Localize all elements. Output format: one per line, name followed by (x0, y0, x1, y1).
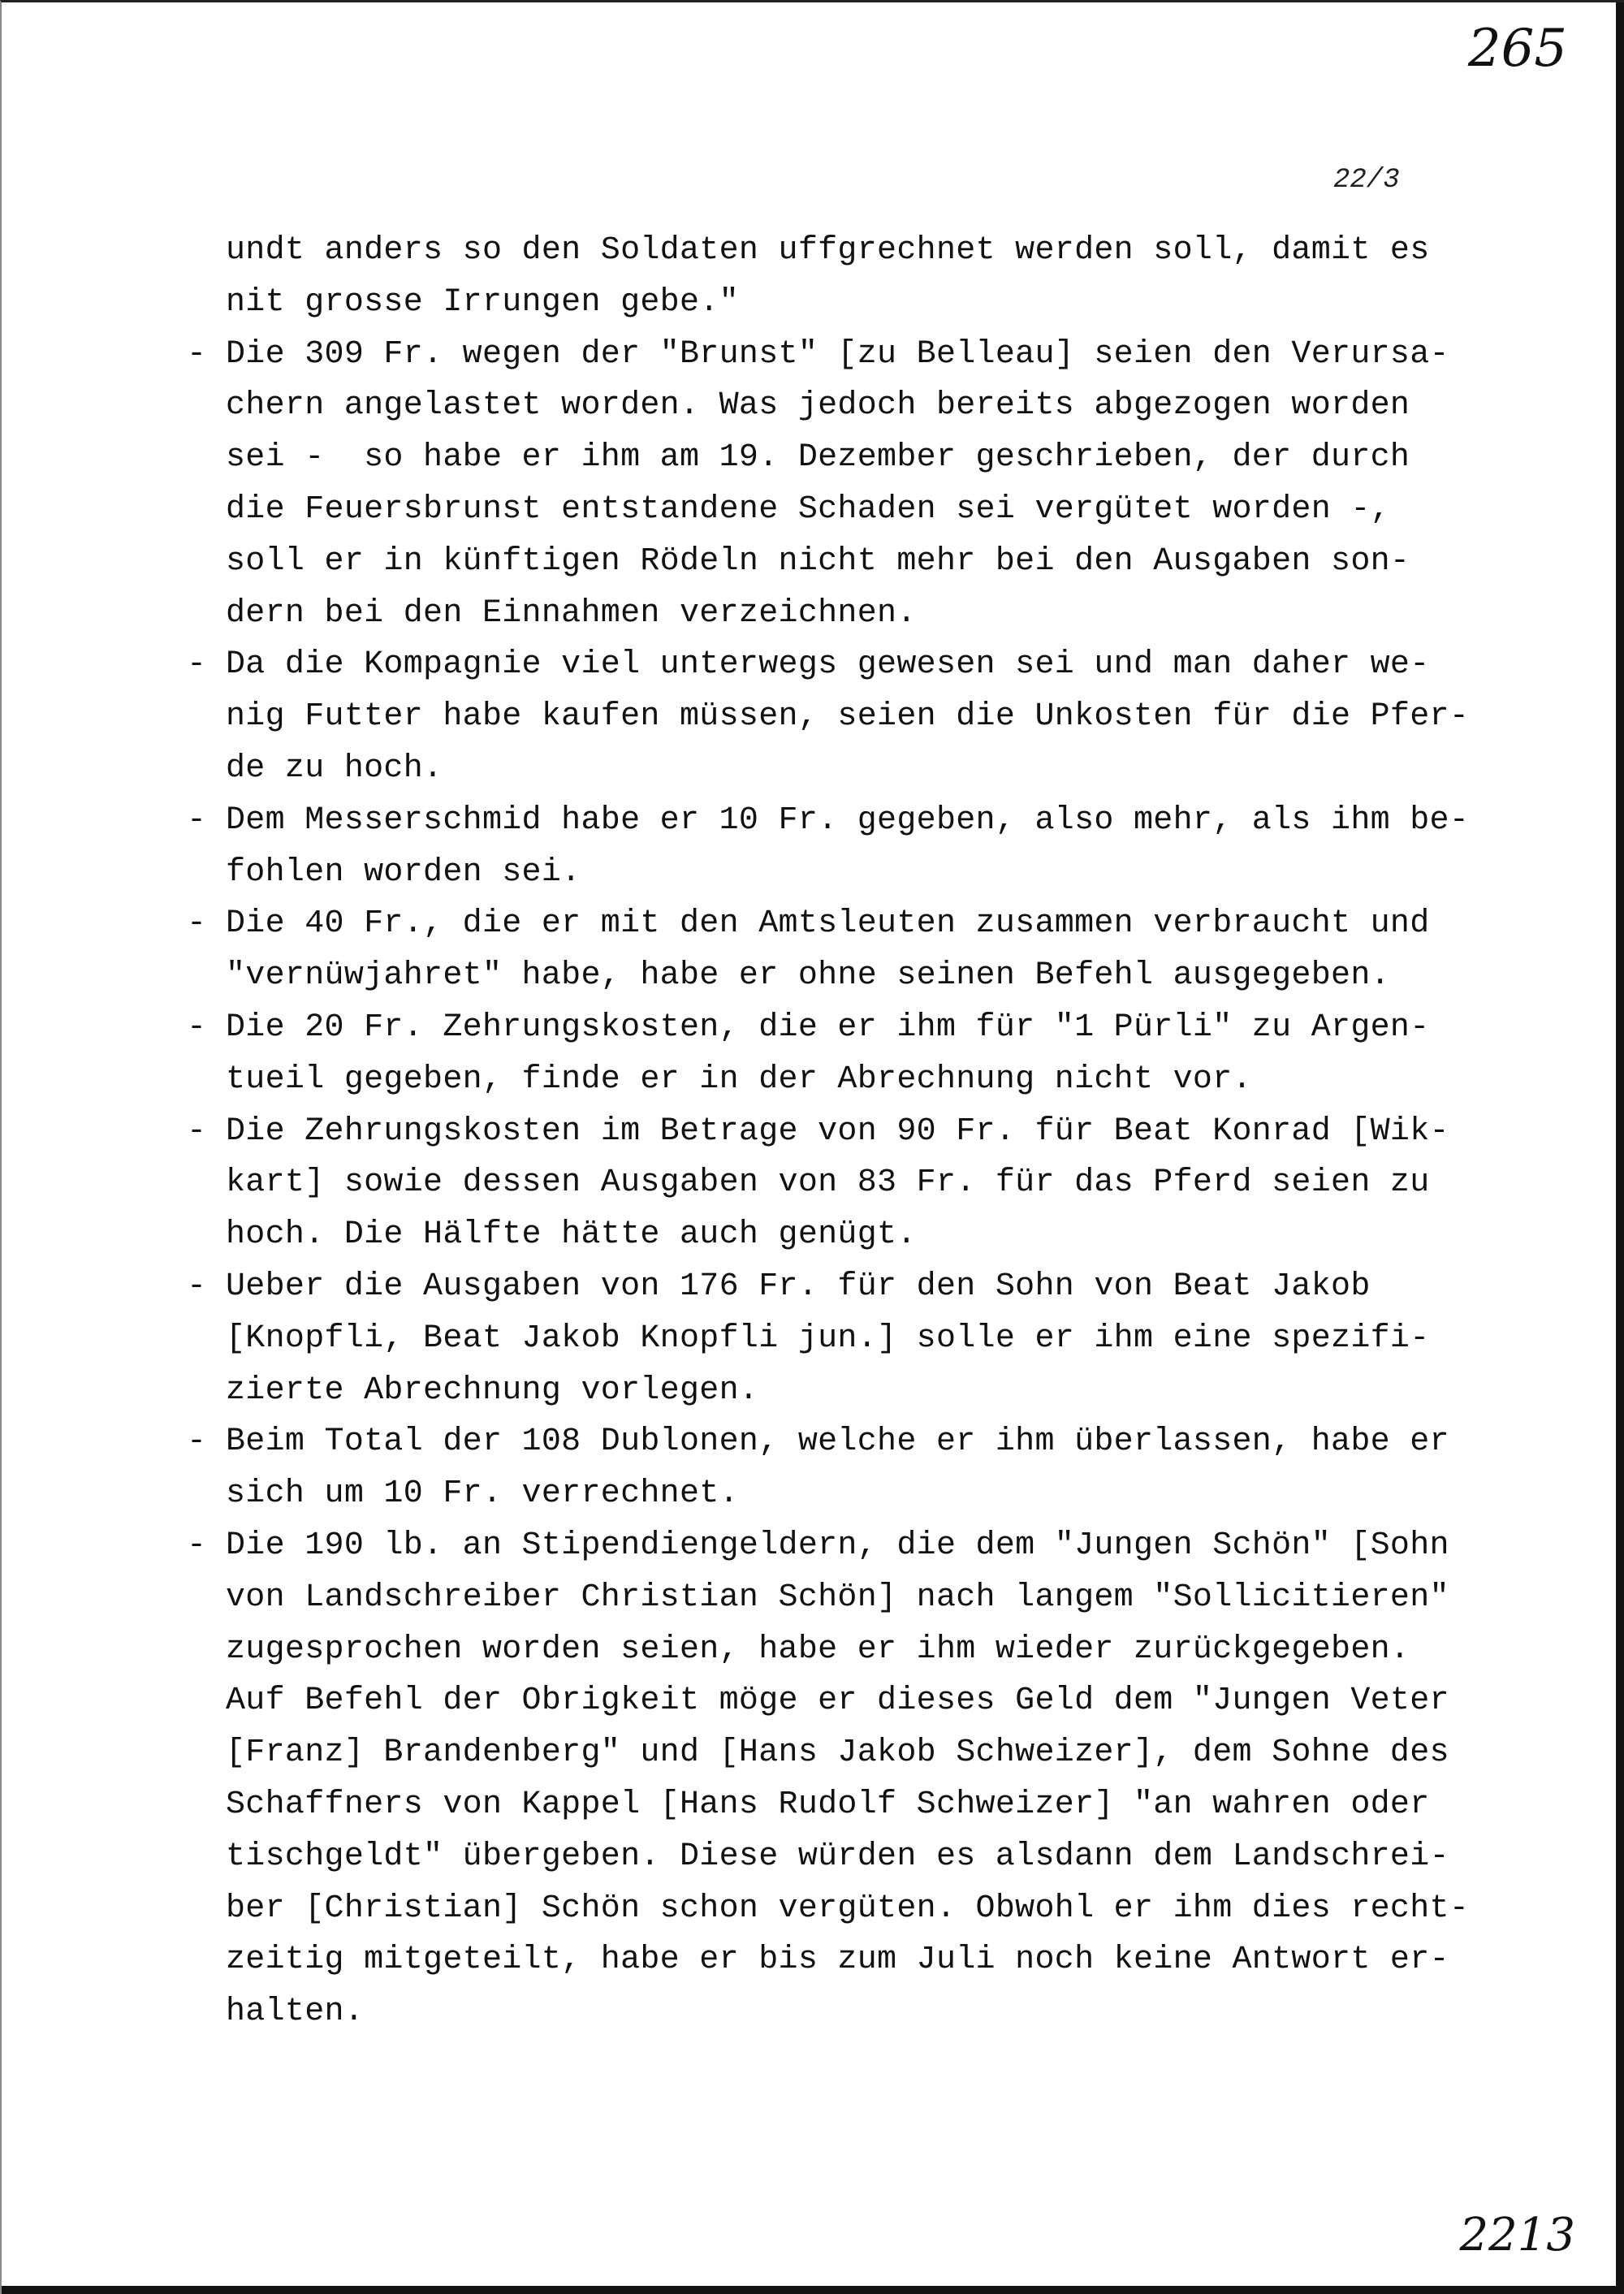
list-bullet-dash: - (187, 335, 207, 373)
text-line: chern angelastet worden. Was jedoch bereits abgezogen worden (226, 387, 1410, 425)
handwritten-archive-number: 2213 (1459, 2209, 1575, 2262)
text-line: Schaffners von Kappel [Hans Rudolf Schweizer] "an wahren oder (226, 1786, 1430, 1823)
text-line: sei - so habe er ihm am 19. Dezember geschrieben, der durch (226, 439, 1410, 477)
text-line: Die 40 Fr., die er mit den Amtsleuten zusammen verbraucht und (226, 905, 1430, 943)
text-line: fohlen worden sei. (226, 853, 581, 891)
text-line: Auf Befehl der Obrigkeit möge er dieses Geld dem "Jungen Veter (226, 1683, 1449, 1720)
text-line: [Franz] Brandenberg" und [Hans Jakob Schweizer], dem Sohne des (226, 1735, 1449, 1772)
text-line: zeitig mitgeteilt, habe er bis zum Juli noch keine Antwort er- (226, 1942, 1449, 1979)
text-line: Beim Total der 108 Dublonen, welche er ihm überlassen, habe er (226, 1423, 1449, 1461)
text-line: [Knopfli, Beat Jakob Knopfli jun.] solle er ihm eine spezifi- (226, 1320, 1430, 1357)
list-bullet-dash: - (187, 1112, 207, 1150)
list-bullet-dash: - (187, 1009, 207, 1046)
list-bullet-dash: - (187, 905, 207, 943)
text-line: dern bei den Einnahmen verzeichnen. (226, 594, 917, 632)
text-line: soll er in künftigen Rödeln nicht mehr bei den Ausgaben son- (226, 542, 1410, 580)
text-line: zierte Abrechnung vorlegen. (226, 1372, 759, 1409)
text-line: halten. (226, 1994, 365, 2031)
list-bullet-dash: - (187, 1527, 207, 1564)
text-line: von Landschreiber Christian Schön] nach langem "Sollicitieren" (226, 1579, 1449, 1616)
handwritten-folio-number: 265 (1467, 19, 1567, 79)
text-line: Ueber die Ausgaben von 176 Fr. für den Sohn von Beat Jakob (226, 1268, 1371, 1305)
text-line: undt anders so den Soldaten uffgrechnet werden soll, damit es (226, 232, 1430, 269)
text-line: Die 309 Fr. wegen der "Brunst" [zu Belleau] seien den Verursa- (226, 335, 1449, 373)
page-reference: 22/3 (1333, 165, 1400, 196)
text-line: Die Zehrungskosten im Betrage von 90 Fr. für Beat Konrad [Wik- (226, 1112, 1449, 1150)
text-line: tueil gegeben, finde er in der Abrechnung nicht vor. (226, 1061, 1252, 1098)
scan-border (2, 2286, 1624, 2294)
text-line: nit grosse Irrungen gebe." (226, 283, 739, 321)
text-line: Die 20 Fr. Zehrungskosten, die er ihm für "1 Pürli" zu Argen- (226, 1009, 1430, 1046)
text-line: Dem Messerschmid habe er 10 Fr. gegeben, also mehr, als ihm be- (226, 801, 1470, 839)
text-line: kart] sowie dessen Ausgaben von 83 Fr. für das Pferd seien zu (226, 1164, 1430, 1202)
text-line: zugesprochen worden seien, habe er ihm wieder zurückgegeben. (226, 1631, 1410, 1668)
list-bullet-dash: - (187, 801, 207, 839)
list-bullet-dash: - (187, 646, 207, 684)
text-line: Da die Kompagnie viel unterwegs gewesen sei und man daher we- (226, 646, 1430, 684)
list-bullet-dash: - (187, 1423, 207, 1461)
text-line: "vernüwjahret" habe, habe er ohne seinen Befehl ausgegeben. (226, 957, 1390, 995)
list-bullet-dash: - (187, 1268, 207, 1305)
text-line: nig Futter habe kaufen müssen, seien die Unkosten für die Pfer- (226, 698, 1470, 736)
text-line: hoch. Die Hälfte hätte auch genügt. (226, 1216, 917, 1254)
text-line: sich um 10 Fr. verrechnet. (226, 1475, 739, 1513)
text-line: ber [Christian] Schön schon vergüten. Obwohl er ihm dies recht- (226, 1890, 1470, 1927)
text-line: tischgeldt" übergeben. Diese würden es alsdann dem Landschrei- (226, 1838, 1449, 1875)
text-line: Die 190 lb. an Stipendiengeldern, die dem "Jungen Schön" [Sohn (226, 1527, 1449, 1564)
text-line: de zu hoch. (226, 750, 443, 787)
text-line: die Feuersbrunst entstandene Schaden sei vergütet worden -, (226, 491, 1390, 528)
